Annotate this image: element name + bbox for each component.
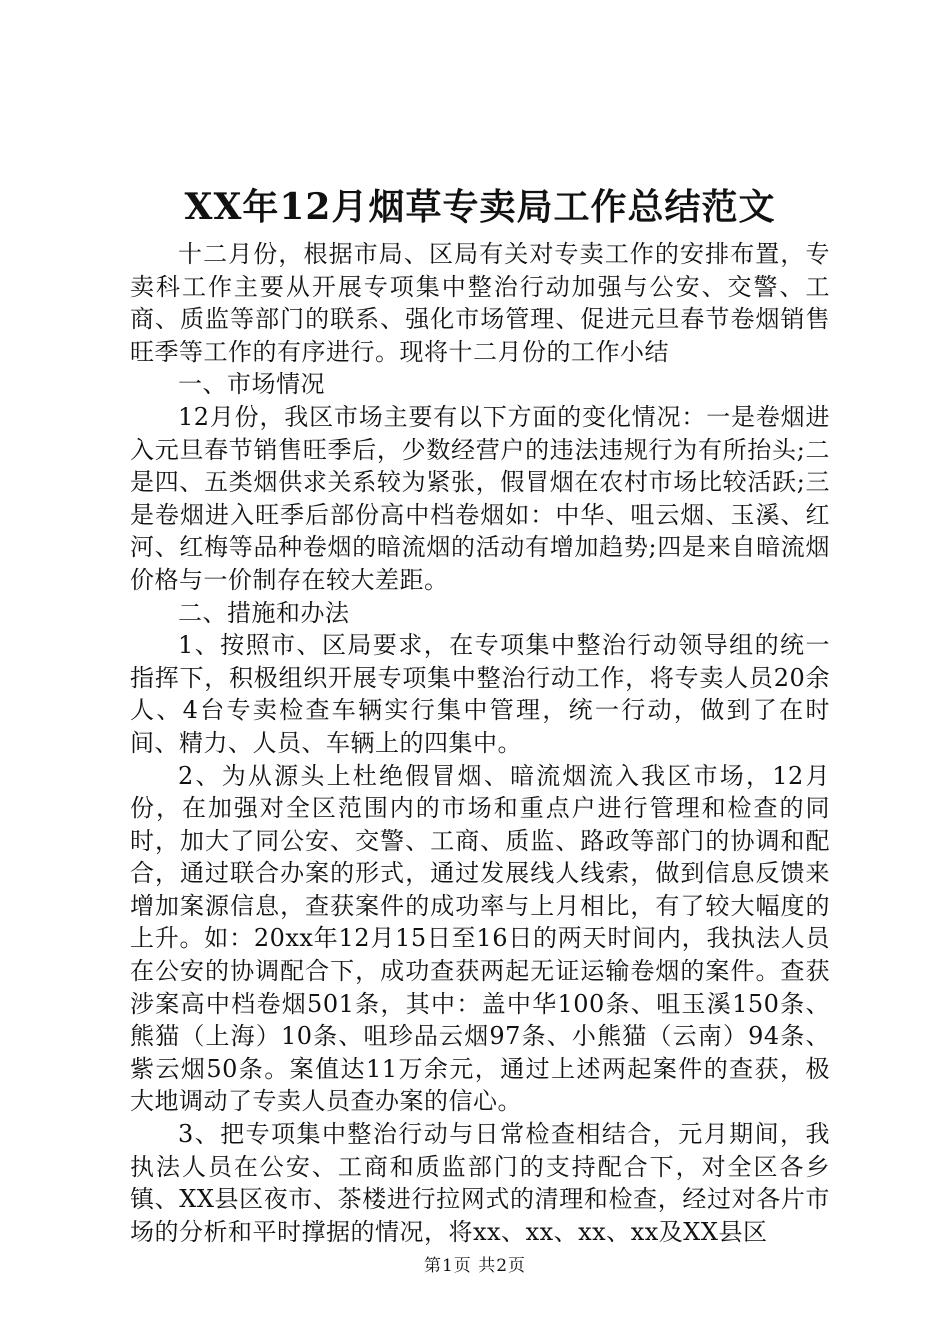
section-heading-measures: 二、措施和办法 (178, 598, 350, 627)
market-paragraph: 12月份，我区市场主要有以下方面的变化情况：一是卷烟进入元旦春节销售旺季后，少数经营户的违法违规行为有所抬头;二是四、五类烟供求关系较为紧张，假冒烟在农村市场比较活跃;三是卷烟进入旺季后部份高中档卷烟如：中华、咀云烟、玉溪、红河、红梅等品种卷烟的暗流烟的活动有增加趋势;四是来自暗流烟价格与一价制存在较大差距。 (130, 402, 830, 594)
document-body (130, 183, 830, 1248)
page-number-footer: 第1页 共2页 (423, 1256, 527, 1276)
document-title: XX年12月烟草专卖局工作总结范文 (184, 186, 776, 228)
measure-paragraph-3: 3、把专项集中整治行动与日常检查相结合，元月期间，我执法人员在公安、工商和质监部门的支持配合下，对全区各乡镇、XX县区夜市、茶楼进行拉网式的清理和检查，经过对各片市场的分析和平时撑据的情况，将xx、xx、xx、xx及XX县区 (130, 1120, 830, 1246)
section-heading-market: 一、市场情况 (178, 370, 325, 399)
measure-paragraph-2: 2、为从源头上杜绝假冒烟、暗流烟流入我区市场，12月份，在加强对全区范围内的市场和重点户进行管理和检查的同时，加大了同公安、交警、工商、质监、路政等部门的协调和配合，通过联合办案的形式，通过发展线人线索，做到信息反馈来增加案源信息，查获案件的成功率与上月相比，有了较大幅度的上升。如：20xx年12月15日至16日的两天时间内，我执法人员在公安的协调配合下，成功查获两起无证运输卷烟的案件。查获涉案高中档卷烟501条，其中：盖中华100条、咀玉溪150条、熊猫（上海）10条、咀珍品云烟97条、小熊猫（云南）94条、紫云烟50条。案值达11万余元，通过上述两起案件的查获，极大地调动了专卖人员查办案的信心。 (130, 761, 830, 1116)
measure-paragraph-1: 1、按照市、区局要求，在专项集中整治行动领导组的统一指挥下，积极组织开展专项集中整治行动工作，将专卖人员20余人、4台专卖检查车辆实行集中管理，统一行动，做到了在时间、精力、人员、车辆上的四集中。 (130, 631, 830, 757)
intro-paragraph: 十二月份，根据市局、区局有关对专卖工作的安排布置，专卖科工作主要从开展专项集中整治行动加强与公安、交警、工商、质监等部门的联系、强化市场管理、促进元旦春节卷烟销售旺季等工作的有序进行。现将十二月份的工作小结 (130, 240, 830, 366)
